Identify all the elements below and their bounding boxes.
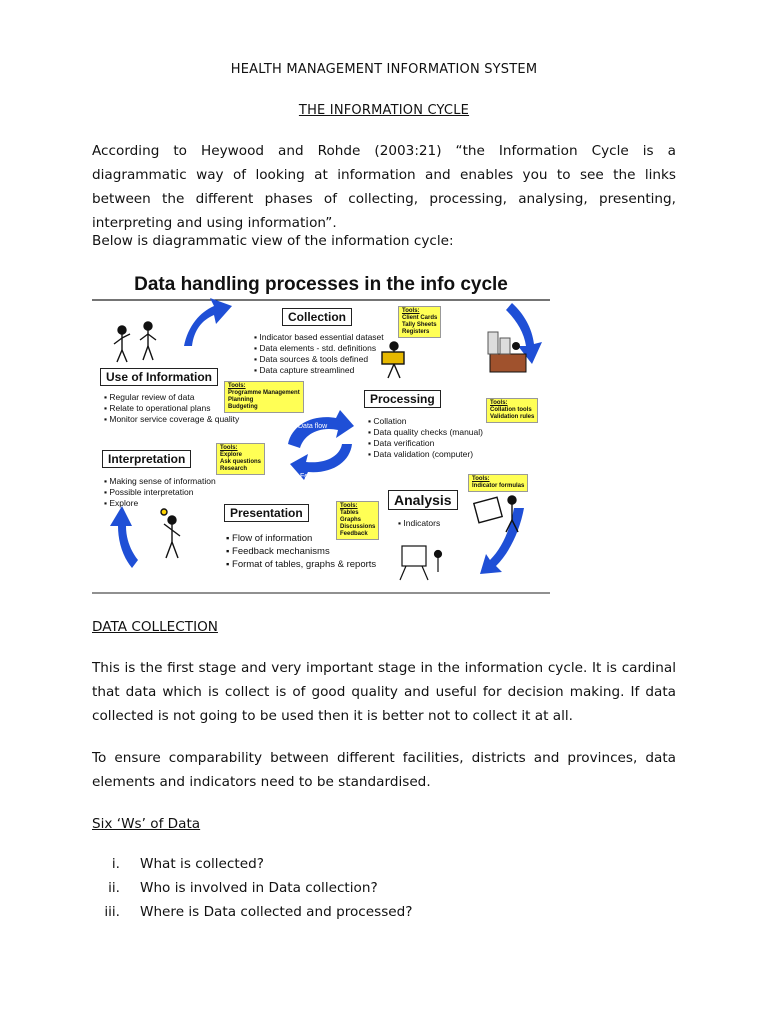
analysis-bullets: ▪ Indicators [398,518,440,529]
collection-box: Collection [282,308,352,326]
arrow-top-left-icon [184,298,232,346]
collection-tools: Tools: Client Cards Tally Sheets Registers [398,306,441,338]
intro-paragraph: According to Heywood and Rohde (2003:21) “the Information Cycle is a diagrammatic way of looking at information and enables you to see the links between the different phases of collecting, processing, analysing, presenting, interpreting and using information”. [92,143,676,231]
people-clipart-icon [114,322,156,362]
feedback-label: Feedback [300,473,331,480]
interpretation-box: Interpretation [102,450,191,468]
document-subtitle: THE INFORMATION CYCLE [298,103,470,118]
arrow-bottom-left-icon [110,506,138,568]
processing-tools: Tools: Collation tools Validation rules [486,398,538,423]
presenter-clipart-icon [161,509,180,558]
standardisation-paragraph: To ensure comparability between different facilities, districts and provinces, data elements and indicators need to be standardised. [92,750,676,790]
data-collection-paragraph: This is the first stage and very important stage in the information cycle. It is cardinal that data which is collect is of good quality and useful for decision making. If data collected is not going to be used then it is better not to collect it at all. [92,660,676,724]
document-page: HEALTH MANAGEMENT INFORMATION SYSTEM THE INFORMATION CYCLE According to Heywood and Rohde (2003:21) “the Information Cycle is a diagrammatic way of looking at information and enables you to see the links between the different phases of collecting, processing, analysing, presenting, interpreting and using information”. Below is diagrammatic view of the information cycle: Data handling processes in the info cycle Data flow Feedback Collection ▪ Indicator based essential dataset ▪ Data elements - std. definitions ▪ Data sources & tools defined ▪ Data capture streamlined Tools: Client Cards Tally Sheets Registers Use of Information ▪ Regular review of data ▪ Relate to operational plans ▪ Monitor service coverage & quality Tools: Programme Management Planning Budgeting Processing ▪ Collation ▪ Data quality checks (manual) ▪ Data verification ▪ Data validation (computer) Tools: Collation tools Validation rules Interpretation ▪ Making sense of information ▪ Possible interpretation ▪ Explore Tools: Explore Ask questions Research Analysis ▪ Indicators Tools: Indicator formulas Presentation ▪ Flow of information ▪ Feedback mechanisms ▪ Format of tables, graphs & reports Tools: Tables Graphs Discussions Feedback DATA COLLECTION This is the first stage and very important stage in the information cycle. It is cardinal that data which is collect is of good quality and useful for decision making. If data collected is not going to be used then it is better not to collect it at all. To ensure comparability between different facilities, districts and provinces, data elements and indicators need to be standardised. Six ‘Ws’ of Data i. What is collected? ii. Who is involved in Data collection? iii. Where is Data collected and processed? [0,0,768,1024]
info-cycle-diagram [92,268,550,594]
analysis-tools: Tools: Indicator formulas [468,474,528,492]
diagram-title: Data handling processes in the info cycle [134,274,508,295]
analysis-box: Analysis [388,490,458,510]
processing-bullets: ▪ Collation ▪ Data quality checks (manual) ▪ Data verification ▪ Data validation (computer) [368,416,483,460]
desk-clipart-icon [488,332,526,372]
data-flow-label: Data flow [298,423,328,430]
collection-bullets: ▪ Indicator based essential dataset ▪ Data elements - std. definitions ▪ Data sources & tools defined ▪ Data capture streamlined [254,332,384,376]
six-ws-heading: Six ‘Ws’ of Data [92,816,201,832]
document-title: HEALTH MANAGEMENT INFORMATION SYSTEM [230,62,538,77]
section-heading-data-collection: DATA COLLECTION [92,619,218,635]
use-of-information-box: Use of Information [100,368,218,386]
presentation-box: Presentation [224,504,309,522]
interpretation-bullets: ▪ Making sense of information ▪ Possible interpretation ▪ Explore [104,476,216,509]
easel-clipart-icon [400,546,442,580]
presentation-tools: Tools: Tables Graphs Discussions Feedback [336,501,379,540]
collector-clipart-icon [382,342,404,378]
use-tools: Tools: Programme Management Planning Budgeting [224,381,304,413]
use-bullets: ▪ Regular review of data ▪ Relate to operational plans ▪ Monitor service coverage & quality [104,392,239,425]
interpretation-tools: Tools: Explore Ask questions Research [216,443,265,475]
presentation-bullets: ▪ Flow of information ▪ Feedback mechanisms ▪ Format of tables, graphs & reports [226,532,376,571]
processing-box: Processing [364,390,441,408]
diagram-intro-text: Below is diagrammatic view of the information cycle: [92,233,454,249]
